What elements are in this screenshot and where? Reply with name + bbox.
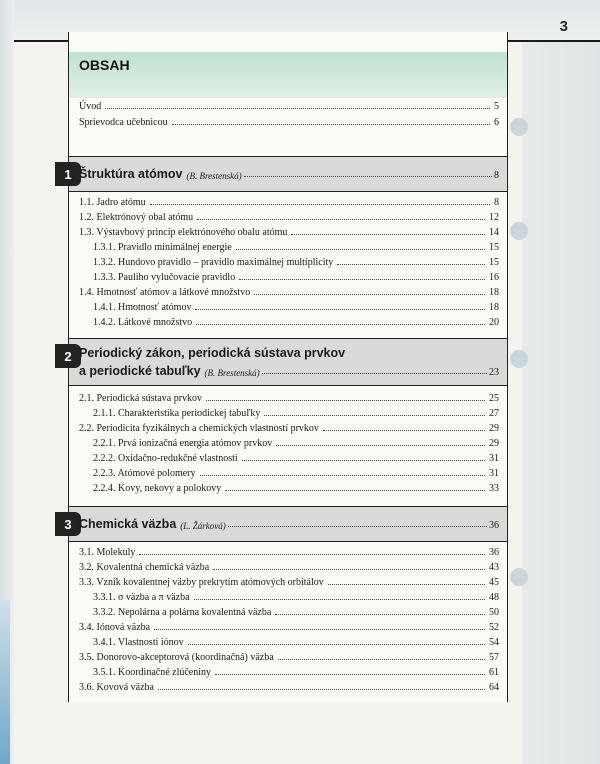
dot-leader bbox=[206, 399, 485, 401]
chapter-1-heading[interactable] bbox=[79, 165, 499, 181]
toc-entry-page: 16 bbox=[489, 272, 499, 283]
toc-entry-page: 33 bbox=[489, 483, 499, 494]
dot-leader bbox=[278, 658, 485, 660]
toc-entry-guide[interactable] bbox=[79, 114, 499, 128]
dot-leader bbox=[197, 218, 485, 220]
toc-entry[interactable] bbox=[79, 574, 499, 588]
toc-entry-page: 27 bbox=[489, 408, 499, 419]
dot-leader bbox=[150, 203, 490, 205]
chapter-author: (B. Brestenská) bbox=[204, 368, 260, 378]
toc-entry-label: 3.6. Kovová väzba bbox=[79, 682, 154, 693]
page-edge-shadow bbox=[0, 600, 10, 764]
toc-subentry[interactable] bbox=[93, 299, 499, 313]
toc-entry-page: 54 bbox=[489, 637, 499, 648]
toc-content bbox=[64, 32, 508, 702]
toc-subentry[interactable] bbox=[93, 269, 499, 283]
toc-entry-label: 2.2. Periodicita fyzikálnych a chemických vlastností prvkov bbox=[79, 423, 319, 434]
toc-entry-page: 29 bbox=[489, 423, 499, 434]
toc-subentry[interactable] bbox=[93, 480, 499, 494]
toc-entry-page: 6 bbox=[494, 117, 499, 128]
chapter-author: (B. Brestenská) bbox=[186, 171, 242, 181]
dot-leader bbox=[139, 553, 485, 555]
toc-entry-page: 36 bbox=[489, 547, 499, 558]
toc-entry-label: 3.3.2. Nepolárna a polárna kovalentná väzba bbox=[93, 607, 272, 618]
toc-entry-page: 61 bbox=[489, 667, 499, 678]
dot-leader bbox=[276, 444, 485, 446]
toc-entry-label: 2.2.2. Oxidačno-redukčné vlastnosti bbox=[93, 453, 238, 464]
toc-entry[interactable] bbox=[79, 544, 499, 558]
chapter-page: 23 bbox=[489, 367, 499, 378]
margin-tab-marker bbox=[510, 118, 528, 136]
toc-entry-page: 31 bbox=[489, 468, 499, 479]
dot-leader bbox=[172, 123, 490, 125]
dot-leader bbox=[158, 688, 485, 690]
toc-entry[interactable] bbox=[79, 209, 499, 223]
chapter-number-badge: 1 bbox=[55, 162, 81, 186]
toc-entry[interactable] bbox=[79, 649, 499, 663]
toc-entry-page: 14 bbox=[489, 227, 499, 238]
dot-leader bbox=[200, 474, 486, 476]
chapter-page: 8 bbox=[494, 170, 499, 181]
toc-entry-label: 2.1.1. Charakteristika periodickej tabuľky bbox=[93, 408, 261, 419]
toc-subentry[interactable] bbox=[93, 450, 499, 464]
margin-tab-marker bbox=[510, 568, 528, 586]
page-title: OBSAH bbox=[79, 57, 130, 73]
toc-entry-page: 45 bbox=[489, 577, 499, 588]
toc-entry-label: 3.4.1. Vlastnosti iónov bbox=[93, 637, 184, 648]
toc-subentry[interactable] bbox=[93, 435, 499, 449]
dot-leader bbox=[196, 323, 485, 325]
toc-entry-page: 15 bbox=[489, 242, 499, 253]
toc-entry-label: 3.5.1. Koordinačné zlúčeniny bbox=[93, 667, 212, 678]
chapter-number-badge: 2 bbox=[55, 344, 81, 368]
toc-entry[interactable] bbox=[79, 284, 499, 298]
chapter-title[interactable]: Periodický zákon, periodická sústava prvkov bbox=[79, 346, 346, 360]
toc-subentry[interactable] bbox=[93, 239, 499, 253]
dot-leader bbox=[291, 233, 485, 235]
toc-entry-label: 1.3. Výstavbový princíp elektrónového obalu atómu bbox=[79, 227, 288, 238]
toc-entry-label: 1.3.3. Pauliho vylučovacie pravidlo bbox=[93, 272, 236, 283]
dot-leader bbox=[105, 107, 490, 109]
page-number: 3 bbox=[559, 18, 568, 35]
toc-entry-label: 3.1. Molekuly bbox=[79, 547, 136, 558]
toc-entry-page: 25 bbox=[489, 393, 499, 404]
toc-entry[interactable] bbox=[79, 224, 499, 238]
chapter-author: (L. Žárková) bbox=[180, 521, 226, 531]
dot-leader bbox=[239, 278, 485, 280]
toc-entry-label: 3.4. Iónová väzba bbox=[79, 622, 151, 633]
toc-entry-label: 1.2. Elektrónový obal atómu bbox=[79, 212, 194, 223]
chapter-number-badge: 3 bbox=[55, 512, 81, 536]
toc-entry-page: 18 bbox=[489, 287, 499, 298]
toc-entry[interactable] bbox=[79, 559, 499, 573]
dot-leader bbox=[275, 613, 485, 615]
chapter-3-heading[interactable] bbox=[79, 515, 499, 531]
toc-entry-label: 1.4.1. Hmotnosť atómov bbox=[93, 302, 192, 313]
toc-entry-label: 3.3.1. σ väzba a π väzba bbox=[93, 592, 190, 603]
toc-entry-label: 1.1. Jadro atómu bbox=[79, 197, 146, 208]
toc-subentry[interactable] bbox=[93, 314, 499, 328]
toc-entry-label: 2.2.1. Prvá ionizačná energia atómov prvkov bbox=[93, 438, 273, 449]
dot-leader bbox=[323, 429, 485, 431]
dot-leader bbox=[244, 176, 492, 177]
toc-entry[interactable] bbox=[79, 390, 499, 404]
toc-entry-page: 20 bbox=[489, 317, 499, 328]
chapter-page: 36 bbox=[489, 520, 499, 531]
toc-entry-label: Sprievodca učebnicou bbox=[79, 117, 168, 128]
dot-leader bbox=[242, 459, 485, 461]
toc-entry-page: 12 bbox=[489, 212, 499, 223]
chapter-title: Štruktúra atómov bbox=[79, 167, 183, 181]
dot-leader bbox=[262, 373, 487, 374]
toc-entry-label: 1.3.1. Pravidlo minimálnej energie bbox=[93, 242, 232, 253]
toc-entry-label: Úvod bbox=[79, 101, 102, 112]
dot-leader bbox=[194, 598, 485, 600]
chapter-title-line2: a periodické tabuľky bbox=[79, 364, 201, 378]
dot-leader bbox=[213, 568, 485, 570]
toc-subentry[interactable] bbox=[93, 589, 499, 603]
dot-leader bbox=[254, 293, 485, 295]
dot-leader bbox=[215, 673, 485, 675]
toc-entry[interactable] bbox=[79, 679, 499, 693]
toc-entry[interactable] bbox=[79, 194, 499, 208]
toc-entry-page: 57 bbox=[489, 652, 499, 663]
toc-entry-label: 1.3.2. Hundovo pravidlo – pravidlo maximálnej multiplicity bbox=[93, 257, 334, 268]
toc-subentry[interactable] bbox=[93, 405, 499, 419]
dot-leader bbox=[188, 643, 485, 645]
toc-entry-page: 52 bbox=[489, 622, 499, 633]
toc-entry-label: 3.2. Kovalentná chemická väzba bbox=[79, 562, 210, 573]
toc-entry-intro[interactable] bbox=[79, 98, 499, 112]
toc-subentry[interactable] bbox=[93, 664, 499, 678]
toc-entry-label: 2.2.3. Atómové polomery bbox=[93, 468, 196, 479]
toc-subentry[interactable] bbox=[93, 604, 499, 618]
toc-entry-label: 1.4.2. Látkové množstvo bbox=[93, 317, 193, 328]
dot-leader bbox=[337, 263, 485, 265]
toc-entry-page: 15 bbox=[489, 257, 499, 268]
chapter-2-heading[interactable] bbox=[79, 362, 499, 378]
title-band bbox=[69, 52, 507, 98]
toc-subentry[interactable] bbox=[93, 254, 499, 268]
toc-entry-page: 43 bbox=[489, 562, 499, 573]
toc-entry[interactable] bbox=[79, 420, 499, 434]
toc-entry-label: 1.4. Hmotnosť atómov a látkové množstvo bbox=[79, 287, 251, 298]
margin-tab-marker bbox=[510, 222, 528, 240]
toc-entry-page: 64 bbox=[489, 682, 499, 693]
toc-entry-label: 3.5. Donorovo-akceptorová (koordinačná) väzba bbox=[79, 652, 274, 663]
margin-tab-marker bbox=[510, 350, 528, 368]
toc-entry-page: 5 bbox=[494, 101, 499, 112]
dot-leader bbox=[228, 526, 487, 527]
toc-entry-page: 50 bbox=[489, 607, 499, 618]
toc-entry-page: 31 bbox=[489, 453, 499, 464]
toc-entry[interactable] bbox=[79, 619, 499, 633]
right-margin bbox=[522, 42, 600, 764]
dot-leader bbox=[328, 583, 485, 585]
toc-subentry[interactable] bbox=[93, 634, 499, 648]
dot-leader bbox=[195, 308, 485, 310]
dot-leader bbox=[236, 248, 485, 250]
toc-entry-page: 8 bbox=[494, 197, 499, 208]
toc-entry-label: 2.1. Periodická sústava prvkov bbox=[79, 393, 203, 404]
chapter-title: Chemická väzba bbox=[79, 517, 177, 531]
toc-subentry[interactable] bbox=[93, 465, 499, 479]
toc-entry-page: 48 bbox=[489, 592, 499, 603]
dot-leader bbox=[154, 628, 485, 630]
dot-leader bbox=[264, 414, 485, 416]
toc-entry-label: 3.3. Vznik kovalentnej väzby prekrytím atómových orbitálov bbox=[79, 577, 324, 588]
toc-entry-label: 2.2.4. Kovy, nekovy a polokovy bbox=[93, 483, 222, 494]
dot-leader bbox=[225, 489, 485, 491]
toc-entry-page: 18 bbox=[489, 302, 499, 313]
toc-entry-page: 29 bbox=[489, 438, 499, 449]
